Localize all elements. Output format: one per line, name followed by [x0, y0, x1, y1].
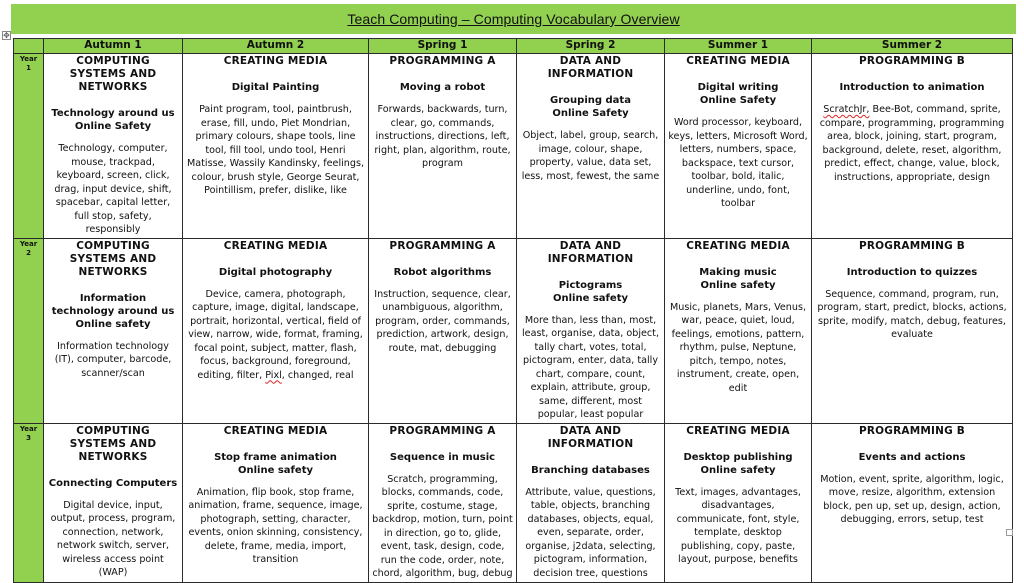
- table-cell[interactable]: [44, 238, 183, 423]
- unit-title: Digital photography: [218, 266, 333, 278]
- unit-subtitle: Online Safety: [699, 95, 777, 106]
- table-row: [14, 423, 1013, 582]
- unit-subtitle: Online Safety: [74, 121, 152, 132]
- header-spring-2: Spring 2: [517, 39, 665, 54]
- subject-area: PROGRAMMING A: [389, 239, 496, 252]
- vocabulary-text: Object, label, group, search, image, colour, shape, property, value, data set, less, most, fewest, the same: [521, 130, 660, 182]
- vocabulary-list: [668, 486, 808, 567]
- subject-area: PROGRAMMING A: [389, 424, 496, 437]
- vocabulary-text: Bee-Bot, command, sprite, compare, programming, programming area, block, joining, start, program, background, delete, reset, algorithm, predict, effect, change, value, block, instructions, appropriate, design: [819, 104, 1005, 183]
- vocabulary-list: [372, 288, 513, 356]
- vocabulary-list: [520, 486, 661, 581]
- subject-area: CREATING MEDIA: [686, 424, 790, 437]
- vocabulary-text: Scratch, programming, blocks, commands, code, sprite, costume, stage, backdrop, motion, turn, point in direction, go to, glide, event, task, design, code, run the code, order, note, chord, algorithm, bug, debug: [372, 473, 513, 579]
- unit-subtitle: Online safety: [75, 318, 151, 330]
- table-cell[interactable]: [517, 54, 665, 239]
- header-corner: [14, 39, 44, 54]
- unit-title: Digital Painting: [231, 82, 320, 93]
- vocabulary-text: Motion, event, sprite, algorithm, logic, move, resize, algorithm, extension block, pen up, set up, design, action, debugging, errors, setup, test: [820, 473, 1004, 525]
- vocabulary-list: [668, 301, 808, 396]
- vocabulary-list: [668, 116, 808, 211]
- table-cell[interactable]: [665, 238, 812, 423]
- unit-subtitle: Online safety: [238, 464, 313, 476]
- table-cell[interactable]: [517, 423, 665, 582]
- vocabulary-list: [186, 288, 365, 383]
- unit-title: Robot algorithms: [393, 266, 492, 278]
- vocabulary-text: Forwards, backwards, turn, clear, go, commands, instructions, directions, left, right, plan, algorithm, route, program: [374, 104, 511, 169]
- unit-title: Digital writing: [697, 82, 779, 93]
- vocabulary-list: [815, 288, 1009, 342]
- unit-title: Sequence in music: [389, 451, 496, 463]
- table-body: [14, 54, 1013, 583]
- vocabulary-list: [47, 499, 179, 580]
- title-bar: [11, 4, 1016, 34]
- table-resize-handle[interactable]: [1006, 529, 1013, 536]
- vocabulary-list: [47, 142, 179, 237]
- subject-area: CREATING MEDIA: [223, 239, 328, 252]
- vocabulary-text: Device, camera, photograph, capture, image, digital, landscape, portrait, horizontal, vertical, field of view, narrow, wide, format, framing, focal point, subject, matter, flash, focus, background, foreground, editing, filter,: [188, 288, 363, 381]
- year-label: Year 2: [14, 238, 44, 423]
- vocabulary-text: Digital device, input, output, process, program, connection, network, network switch, server, wireless access point (WAP): [50, 499, 176, 578]
- vocabulary-list: [815, 473, 1009, 527]
- unit-title: Connecting Computers: [48, 477, 178, 489]
- header-summer-1: Summer 1: [665, 39, 812, 54]
- subject-area: COMPUTING SYSTEMS AND NETWORKS: [69, 424, 157, 463]
- table-cell[interactable]: [665, 54, 812, 239]
- table-cell[interactable]: [183, 54, 369, 239]
- vocabulary-list: [372, 473, 513, 581]
- unit-title: Introduction to animation: [839, 82, 985, 93]
- subject-area: PROGRAMMING B: [858, 239, 965, 252]
- vocabulary-text: Attribute, value, questions, table, objects, branching databases, objects, equal, even, separate, order, organise, j2data, selecting, pictogram, information, decision tree, questions: [525, 486, 656, 579]
- unit-subtitle: Online safety: [700, 279, 776, 291]
- subject-area: CREATING MEDIA: [686, 55, 790, 67]
- vocabulary-list: [186, 103, 365, 198]
- vocabulary-text: Instruction, sequence, clear, unambiguous, algorithm, program, order, commands, prediction, artwork, design, route, mat, debugging: [374, 288, 511, 354]
- unit-title: Introduction to quizzes: [846, 266, 978, 278]
- table-cell[interactable]: [183, 238, 369, 423]
- subject-area: CREATING MEDIA: [223, 424, 328, 437]
- unit-title: Desktop publishing: [683, 451, 793, 463]
- vocabulary-text: Word processor, keyboard, keys, letters, Microsoft Word, letters, numbers, space, backspace, text cursor, toolbar, bold, italic, underline, undo, font, toolbar: [668, 117, 808, 209]
- year-label: Year 1: [14, 54, 44, 239]
- unit-title: Pictograms: [558, 279, 623, 291]
- table-cell[interactable]: [812, 423, 1013, 582]
- unit-title: Making music: [699, 266, 777, 278]
- table-cell[interactable]: [665, 423, 812, 582]
- unit-subtitle: Online safety: [700, 464, 776, 476]
- subject-area: DATA AND INFORMATION: [547, 424, 634, 450]
- document-title: Teach Computing – Computing Vocabulary Overview: [347, 11, 680, 27]
- table-cell[interactable]: [812, 54, 1013, 239]
- subject-area: COMPUTING SYSTEMS AND NETWORKS: [69, 55, 157, 93]
- table-cell[interactable]: [517, 238, 665, 423]
- vocabulary-text: More than, less than, most, least, organise, data, object, tally chart, votes, total, pictogram, enter, data, tally chart, compare, count, explain, attribute, group, same, different, most popular, least popular: [522, 314, 659, 420]
- vocabulary-text: Sequence, command, program, run, program, start, predict, blocks, actions, sprite, modify, match, debug, features, evaluate: [817, 288, 1007, 340]
- header-summer-2: Summer 2: [812, 39, 1013, 54]
- vocabulary-list: [47, 340, 179, 381]
- vocabulary-list: [372, 103, 513, 171]
- vocabulary-list: [186, 486, 365, 567]
- unit-subtitle: Online safety: [553, 292, 628, 304]
- unit-title: Technology around us: [51, 108, 175, 119]
- unit-title: Stop frame animation: [214, 451, 337, 463]
- vocabulary-text: Text, images, advantages, disadvantages, communicate, font, style, template, desktop publishing, copy, paste, layout, purpose, benefits: [675, 486, 801, 565]
- vocabulary-text-tail: , changed, real: [281, 369, 354, 381]
- subject-area: CREATING MEDIA: [686, 239, 790, 252]
- header-spring-1: Spring 1: [369, 39, 517, 54]
- vocabulary-table: [13, 38, 1013, 583]
- spellcheck-flagged-word: Pixl: [265, 369, 282, 381]
- subject-area: COMPUTING SYSTEMS AND NETWORKS: [69, 239, 157, 278]
- vocabulary-text: Animation, flip book, stop frame, animation, frame, sequence, image, photograph, setting, character, events, onion skinning, consistency, delete, frame, media, import, transition: [188, 486, 363, 565]
- table-cell[interactable]: [812, 238, 1013, 423]
- subject-area: PROGRAMMING B: [858, 424, 965, 437]
- table-cell[interactable]: [369, 238, 517, 423]
- table-cell[interactable]: [369, 54, 517, 239]
- header-row: [14, 39, 1013, 54]
- vocabulary-list: [520, 129, 661, 183]
- year-label: Year 3: [14, 423, 44, 582]
- vocabulary-text: Technology, computer, mouse, trackpad, keyboard, screen, click, drag, input device, shift, spacebar, capital letter, full stop, safety, responsibly: [54, 143, 172, 235]
- vocabulary-list: [520, 314, 661, 422]
- vocabulary-text: Music, planets, Mars, Venus, war, peace, quiet, loud, feelings, emotions, pattern, rhythm, pulse, Neptune, pitch, tempo, notes, instrument, create, open, edit: [670, 301, 806, 394]
- table-row: [14, 238, 1013, 423]
- unit-title: Branching databases: [531, 464, 650, 476]
- header-autumn-2: Autumn 2: [183, 39, 369, 54]
- vocabulary-list: [815, 103, 1009, 184]
- subject-area: PROGRAMMING B: [858, 55, 965, 67]
- table-cell[interactable]: [44, 54, 183, 239]
- unit-title: Information technology around us: [51, 292, 175, 317]
- subject-area: DATA AND INFORMATION: [547, 55, 634, 80]
- subject-area: CREATING MEDIA: [223, 55, 328, 67]
- table-cell[interactable]: [44, 423, 183, 582]
- table-row: [14, 54, 1013, 239]
- table-cell[interactable]: [369, 423, 517, 582]
- subject-area: DATA AND INFORMATION: [547, 239, 634, 265]
- table-move-handle-icon[interactable]: ✥: [3, 31, 10, 40]
- unit-title: Grouping data: [550, 95, 631, 106]
- unit-subtitle: Online Safety: [552, 108, 629, 119]
- header-autumn-1: Autumn 1: [44, 39, 183, 54]
- spellcheck-flagged-word: ScratchJr,: [823, 104, 870, 115]
- vocabulary-text: Information technology (IT), computer, barcode, scanner/scan: [54, 340, 172, 379]
- vocabulary-text: Paint program, tool, paintbrush, erase, fill, undo, Piet Mondrian, primary colours, shape tools, line tool, fill tool, undo tool, Henri Matisse, Wassily Kandinsky, feelings, colour, brush style, George Seurat, Pointillism, prefer, dislike, like: [186, 104, 365, 196]
- table-cell[interactable]: [183, 423, 369, 582]
- subject-area: PROGRAMMING A: [389, 55, 496, 67]
- unit-title: Events and actions: [858, 451, 966, 463]
- unit-title: Moving a robot: [399, 82, 486, 93]
